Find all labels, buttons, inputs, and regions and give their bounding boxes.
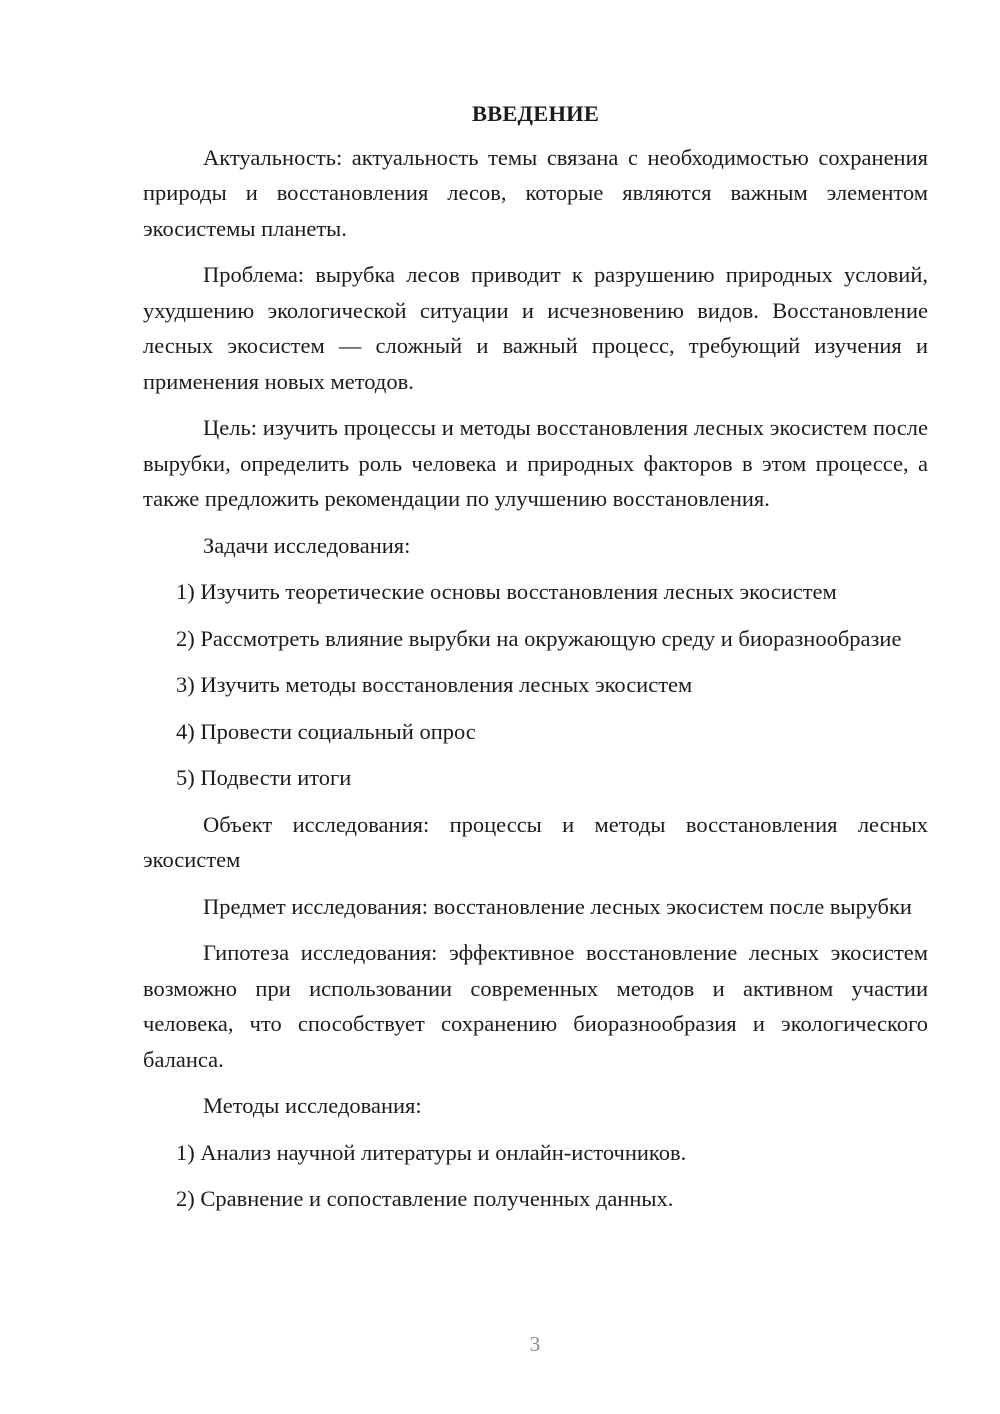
document-body xyxy=(143,96,928,1228)
task-item-5: 5) Подвести итоги xyxy=(176,765,352,790)
subject-paragraph: Предмет исследования: восстановление лесных экосистем после вырубки xyxy=(203,893,912,919)
goal-paragraph: Цель: изучить процессы и методы восстановления лесных экосистем после вырубки, определить роль человека и природных факторов в этом процессе, а также предложить рекомендации по улучшению восстановления. xyxy=(143,415,928,511)
methods-heading: Методы исследования: xyxy=(203,1093,422,1118)
task-item-1: 1) Изучить теоретические основы восстановления лесных экосистем xyxy=(176,579,837,604)
relevance-paragraph: Актуальность: актуальность темы связана с необходимостью сохранения природы и восстановления лесов, которые являются важным элементом экосистемы планеты. xyxy=(143,144,928,241)
task-item-3: 3) Изучить методы восстановления лесных экосистем xyxy=(176,672,693,697)
section-title: ВВЕДЕНИЕ xyxy=(471,101,600,126)
hypothesis-paragraph: Гипотеза исследования: эффективное восстановление лесных экосистем возможно при использовании современных методов и активном участии человека, что способствует сохранению биоразнообразия и экологического баланса. xyxy=(143,940,928,1072)
task-item-4: 4) Провести социальный опрос xyxy=(176,718,476,744)
method-item-1: 1) Анализ научной литературы и онлайн-источников. xyxy=(176,1139,687,1165)
object-paragraph: Объект исследования: процессы и методы восстановления лесных экосистем xyxy=(143,811,928,872)
method-item-2: 2) Сравнение и сопоставление полученных данных. xyxy=(176,1186,674,1211)
tasks-heading: Задачи исследования: xyxy=(203,532,411,558)
problem-paragraph: Проблема: вырубка лесов приводит к разрушению природных условий, ухудшению экологической ситуации и исчезновению видов. Восстановление лесных экосистем — сложный и важный процесс, требующий изучения и применения новых методов. xyxy=(143,262,928,394)
task-item-2: 2) Рассмотреть влияние вырубки на окружающую среду и биоразнообразие xyxy=(176,625,902,651)
page-number: 3 xyxy=(529,1332,541,1356)
